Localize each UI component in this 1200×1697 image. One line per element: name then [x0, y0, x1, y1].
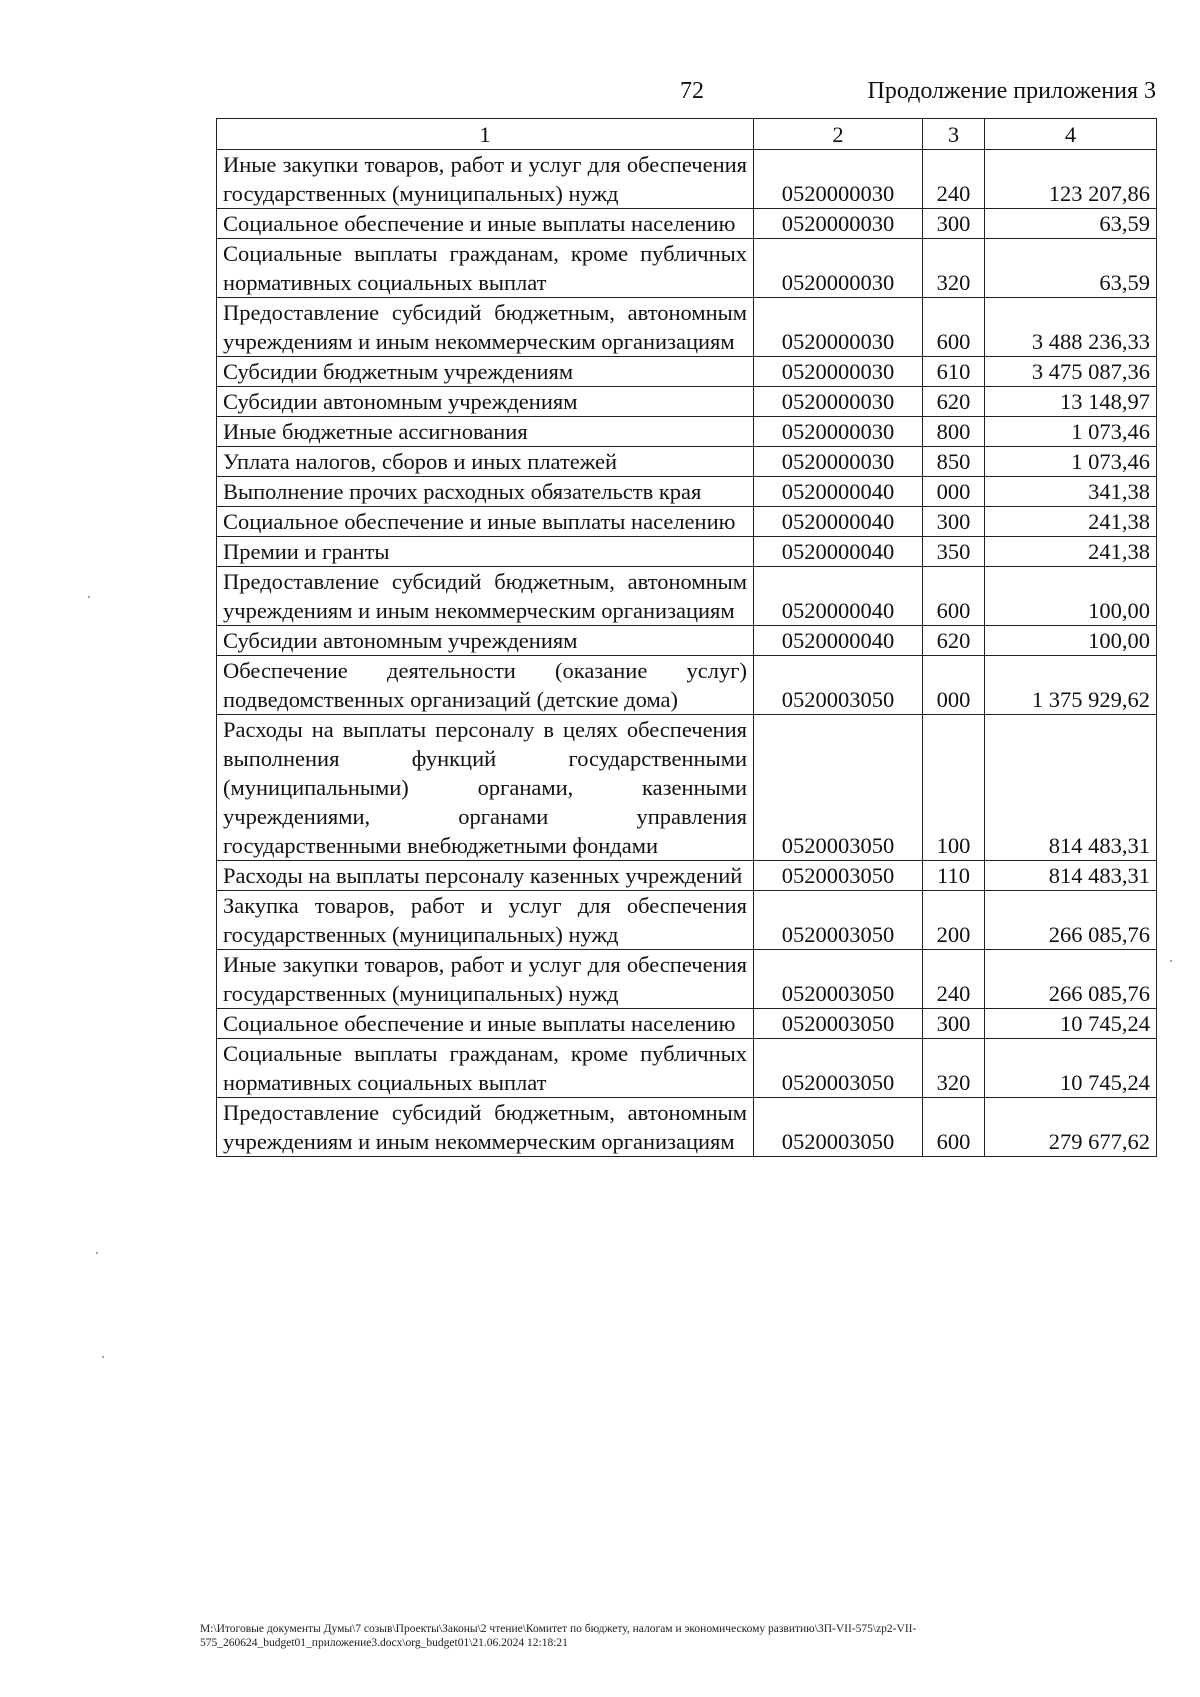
table-row [217, 477, 1157, 507]
row-name-cell: Закупка товаров, работ и услуг для обеспечения государственных (муниципальных) нужд [217, 891, 754, 950]
table-row [217, 1009, 1157, 1039]
row-kind-cell: 600 [923, 298, 985, 357]
row-name-cell: Уплата налогов, сборов и иных платежей [217, 447, 754, 477]
table-row [217, 567, 1157, 626]
table-row [217, 1098, 1157, 1157]
column-header-4: 4 [985, 119, 1157, 150]
table-body [217, 150, 1157, 1157]
row-kind-cell: 620 [923, 626, 985, 656]
row-code-cell: 0520000030 [754, 239, 923, 298]
row-amount-cell: 1 073,46 [985, 417, 1157, 447]
row-amount-cell: 1 375 929,62 [985, 656, 1157, 715]
row-amount-cell: 3 488 236,33 [985, 298, 1157, 357]
row-name-cell: Предоставление субсидий бюджетным, автономным учреждениям и иным некоммерческим организациям [217, 567, 754, 626]
row-code-cell: 0520000030 [754, 298, 923, 357]
row-name-cell: Расходы на выплаты персоналу казенных учреждений [217, 861, 754, 891]
row-amount-cell: 241,38 [985, 507, 1157, 537]
row-code-cell: 0520000030 [754, 209, 923, 239]
page-number: 72 [680, 78, 704, 104]
scan-speck [102, 1356, 104, 1358]
row-code-cell: 0520003050 [754, 715, 923, 861]
row-kind-cell: 000 [923, 477, 985, 507]
row-code-cell: 0520000040 [754, 507, 923, 537]
row-kind-cell: 610 [923, 357, 985, 387]
continuation-label: Продолжение приложения 3 [867, 78, 1156, 104]
table-row [217, 1039, 1157, 1098]
table-row [217, 950, 1157, 1009]
row-name-cell: Социальные выплаты гражданам, кроме публичных нормативных социальных выплат [217, 239, 754, 298]
row-name-cell: Предоставление субсидий бюджетным, автономным учреждениям и иным некоммерческим организациям [217, 1098, 754, 1157]
row-amount-cell: 10 745,24 [985, 1009, 1157, 1039]
row-kind-cell: 240 [923, 150, 985, 209]
row-kind-cell: 300 [923, 209, 985, 239]
row-name-cell: Обеспечение деятельности (оказание услуг) подведомственных организаций (детские дома) [217, 656, 754, 715]
table-row [217, 150, 1157, 209]
row-amount-cell: 266 085,76 [985, 891, 1157, 950]
row-amount-cell: 13 148,97 [985, 387, 1157, 417]
row-kind-cell: 000 [923, 656, 985, 715]
table-row [217, 656, 1157, 715]
row-amount-cell: 3 475 087,36 [985, 357, 1157, 387]
table-row [217, 417, 1157, 447]
row-name-cell: Выполнение прочих расходных обязательств края [217, 477, 754, 507]
row-amount-cell: 814 483,31 [985, 861, 1157, 891]
row-kind-cell: 350 [923, 537, 985, 567]
row-kind-cell: 600 [923, 567, 985, 626]
row-kind-cell: 320 [923, 1039, 985, 1098]
row-amount-cell: 279 677,62 [985, 1098, 1157, 1157]
row-code-cell: 0520003050 [754, 861, 923, 891]
row-amount-cell: 100,00 [985, 567, 1157, 626]
column-header-3: 3 [923, 119, 985, 150]
row-name-cell: Расходы на выплаты персоналу в целях обеспечения выполнения функций государственными (муниципальными) органами, казенными учреждениями, органами управления государственными внебюджетными фондами [217, 715, 754, 861]
row-kind-cell: 300 [923, 1009, 985, 1039]
row-kind-cell: 620 [923, 387, 985, 417]
row-kind-cell: 600 [923, 1098, 985, 1157]
row-code-cell: 0520000030 [754, 387, 923, 417]
table-header-row [217, 119, 1157, 150]
table-row [217, 507, 1157, 537]
table-row [217, 447, 1157, 477]
row-code-cell: 0520003050 [754, 1098, 923, 1157]
table-row [217, 537, 1157, 567]
row-amount-cell: 10 745,24 [985, 1039, 1157, 1098]
row-amount-cell: 341,38 [985, 477, 1157, 507]
row-name-cell: Социальное обеспечение и иные выплаты населению [217, 1009, 754, 1039]
row-name-cell: Премии и гранты [217, 537, 754, 567]
row-kind-cell: 800 [923, 417, 985, 447]
budget-table [216, 118, 1157, 1157]
row-kind-cell: 320 [923, 239, 985, 298]
row-name-cell: Предоставление субсидий бюджетным, автономным учреждениям и иным некоммерческим организациям [217, 298, 754, 357]
scan-speck [88, 596, 90, 598]
row-amount-cell: 63,59 [985, 209, 1157, 239]
row-kind-cell: 300 [923, 507, 985, 537]
row-code-cell: 0520000040 [754, 477, 923, 507]
row-name-cell: Субсидии автономным учреждениям [217, 387, 754, 417]
row-kind-cell: 200 [923, 891, 985, 950]
row-code-cell: 0520000030 [754, 357, 923, 387]
row-amount-cell: 814 483,31 [985, 715, 1157, 861]
row-name-cell: Социальные выплаты гражданам, кроме публичных нормативных социальных выплат [217, 1039, 754, 1098]
scan-speck [1170, 960, 1172, 962]
table-row [217, 239, 1157, 298]
row-amount-cell: 241,38 [985, 537, 1157, 567]
row-code-cell: 0520000040 [754, 567, 923, 626]
row-amount-cell: 100,00 [985, 626, 1157, 656]
row-name-cell: Иные закупки товаров, работ и услуг для обеспечения государственных (муниципальных) нужд [217, 950, 754, 1009]
row-code-cell: 0520003050 [754, 1009, 923, 1039]
row-name-cell: Социальное обеспечение и иные выплаты населению [217, 209, 754, 239]
table-row [217, 715, 1157, 861]
row-amount-cell: 63,59 [985, 239, 1157, 298]
row-code-cell: 0520000030 [754, 150, 923, 209]
row-code-cell: 0520000030 [754, 417, 923, 447]
row-code-cell: 0520003050 [754, 1039, 923, 1098]
table-row [217, 209, 1157, 239]
row-name-cell: Иные бюджетные ассигнования [217, 417, 754, 447]
row-name-cell: Социальное обеспечение и иные выплаты населению [217, 507, 754, 537]
table-row [217, 387, 1157, 417]
row-amount-cell: 266 085,76 [985, 950, 1157, 1009]
row-code-cell: 0520003050 [754, 950, 923, 1009]
row-code-cell: 0520000040 [754, 626, 923, 656]
row-name-cell: Субсидии автономным учреждениям [217, 626, 754, 656]
column-header-2: 2 [754, 119, 923, 150]
table-row [217, 626, 1157, 656]
table-row [217, 357, 1157, 387]
row-amount-cell: 123 207,86 [985, 150, 1157, 209]
file-path-footer: М:\Итоговые документы Думы\7 созыв\Проекты\Законы\2 чтение\Комитет по бюджету, налогам и экономическому развитию\3П-VII-575\zp2-VII-575_260624_budget01_приложение3.docx\org_budget01\21.06.2024 12:18:21 [200, 1623, 917, 1649]
row-kind-cell: 100 [923, 715, 985, 861]
row-name-cell: Субсидии бюджетным учреждениям [217, 357, 754, 387]
table-row [217, 861, 1157, 891]
row-name-cell: Иные закупки товаров, работ и услуг для обеспечения государственных (муниципальных) нужд [217, 150, 754, 209]
row-code-cell: 0520003050 [754, 891, 923, 950]
scan-speck [96, 1252, 98, 1254]
row-kind-cell: 850 [923, 447, 985, 477]
row-code-cell: 0520000030 [754, 447, 923, 477]
row-kind-cell: 240 [923, 950, 985, 1009]
row-kind-cell: 110 [923, 861, 985, 891]
table-row [217, 298, 1157, 357]
row-code-cell: 0520003050 [754, 656, 923, 715]
row-amount-cell: 1 073,46 [985, 447, 1157, 477]
table-row [217, 891, 1157, 950]
column-header-1: 1 [217, 119, 754, 150]
row-code-cell: 0520000040 [754, 537, 923, 567]
